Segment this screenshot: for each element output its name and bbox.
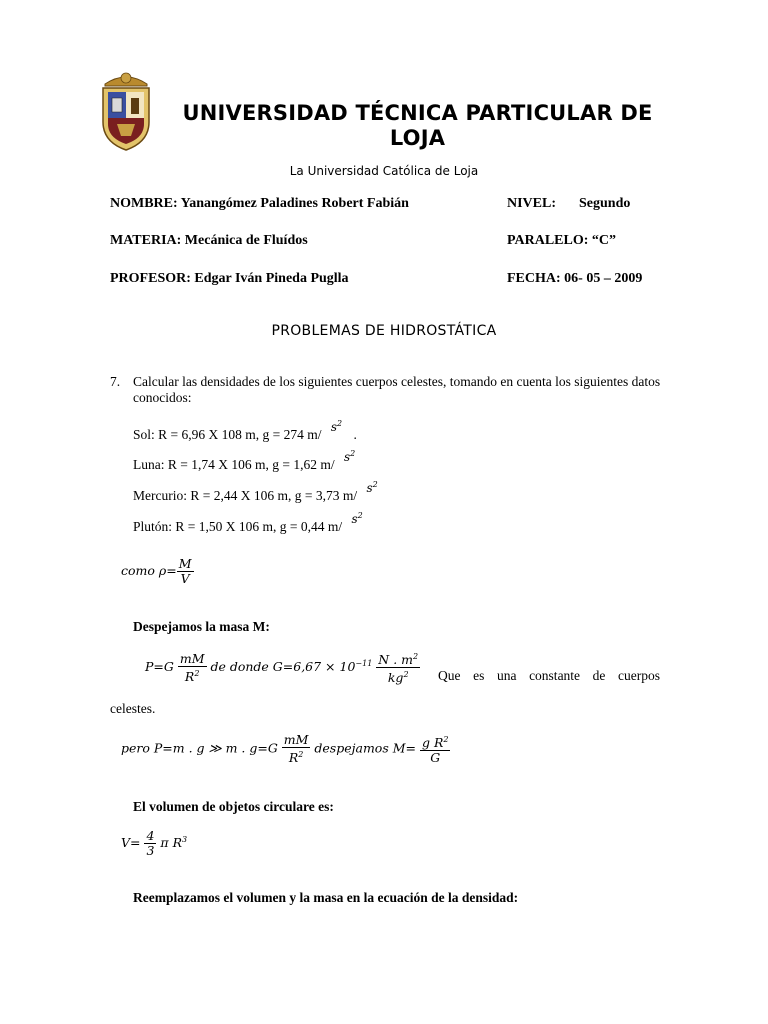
body-line-mercurio bbox=[133, 480, 378, 504]
volume-heading: El volumen de objetos circulare es: bbox=[133, 799, 334, 814]
fecha-row bbox=[507, 271, 642, 287]
constant-note: Que es una constante de cuerpos bbox=[438, 668, 660, 683]
body-text: Sol: R = 6,96 X 108 m, g = 274 m/ bbox=[133, 427, 322, 442]
university-seal-logo bbox=[97, 72, 155, 152]
body-text: Plutón: R = 1,50 X 106 m, g = 0,44 m/ bbox=[133, 519, 343, 534]
body-text: Luna: R = 1,74 X 106 m, g = 1,62 m/ bbox=[133, 457, 335, 472]
unit-s2: $s^2$ bbox=[330, 419, 343, 434]
problem-number: 7. bbox=[110, 374, 121, 389]
despejamos-heading: Despejamos la masa M: bbox=[133, 619, 270, 634]
replace-heading: Reemplazamos el volumen y la masa en la ecuación de la densidad: bbox=[133, 890, 519, 905]
section-title: PROBLEMAS DE HIDROSTÁTICA bbox=[271, 323, 497, 339]
body-line-sol bbox=[133, 419, 357, 443]
problem-statement: Calcular las densidades de los siguientes cuerpos celestes, tomando en cuenta los siguientes datos conocidos: bbox=[133, 374, 661, 405]
body-tail: . bbox=[353, 427, 357, 442]
profesor-value: Edgar Iván Pineda Puglla bbox=[194, 271, 349, 286]
unit-s2: $s^2$ bbox=[366, 480, 378, 495]
body-text: Mercurio: R = 2,44 X 106 m, g = 3,73 m/ bbox=[133, 488, 358, 503]
paralelo-label: PARALELO: bbox=[507, 233, 589, 248]
profesor-label: PROFESOR: bbox=[110, 271, 191, 286]
nombre-label: NOMBRE: bbox=[110, 196, 178, 211]
body-line-pluton bbox=[133, 511, 363, 535]
materia-value: Mecánica de Fluídos bbox=[184, 233, 308, 248]
university-subtitle: La Universidad Católica de Loja bbox=[289, 164, 479, 178]
volume-equation: V= $\frac{4}{3}$ π $R^3$ bbox=[121, 828, 188, 858]
fecha-value: 06- 05 – 2009 bbox=[564, 271, 643, 286]
paralelo-row bbox=[507, 233, 616, 249]
nivel-label: NIVEL: bbox=[507, 196, 557, 211]
paralelo-value: “C” bbox=[591, 233, 617, 248]
constant-note-cont: celestes. bbox=[110, 701, 156, 716]
gravitation-equation: P=G $\frac{mM}{R^2}$ de donde $G=6,67 \times 10^{-11}$ $\frac{N . m^2}{kg^2}$ bbox=[145, 650, 419, 686]
materia-row bbox=[110, 233, 308, 249]
unit-s2: $s^2$ bbox=[343, 449, 356, 464]
weight-equation: pero P=m . g ≫ m . g=G $\frac{mM}{R^2}$ despejamos M= $\frac{g R^2}{G}$ bbox=[121, 732, 449, 766]
nivel-row bbox=[507, 196, 630, 212]
profesor-row bbox=[110, 271, 349, 287]
materia-label: MATERIA: bbox=[110, 233, 182, 248]
nivel-value: Segundo bbox=[579, 196, 631, 211]
body-line-luna bbox=[133, 449, 356, 473]
fecha-label: FECHA: bbox=[507, 271, 561, 286]
university-title: UNIVERSIDAD TÉCNICA PARTICULAR DE LOJA bbox=[182, 101, 653, 150]
nombre-value: Yanangómez Paladines Robert Fabián bbox=[180, 196, 409, 211]
nombre-row bbox=[110, 196, 409, 212]
unit-s2: $s^2$ bbox=[351, 511, 363, 526]
density-formula: como ρ= $\frac{M}{V}$ bbox=[121, 556, 192, 586]
